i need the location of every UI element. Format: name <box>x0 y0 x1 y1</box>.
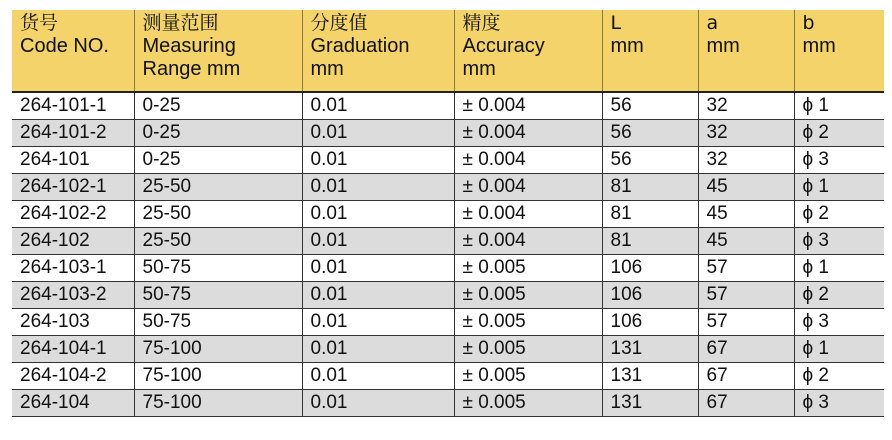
a-cell: 45 <box>698 201 794 228</box>
graduation-cell: 0.01 <box>302 390 454 417</box>
table-row <box>12 201 884 228</box>
header-label: mm <box>706 35 740 57</box>
b-cell: ϕ 3 <box>794 228 884 255</box>
a-cell: 32 <box>698 92 794 120</box>
graduation-cell: 0.01 <box>302 174 454 201</box>
range-cell: 25-50 <box>134 174 302 201</box>
a-cell: 57 <box>698 309 794 336</box>
l-cell: 131 <box>602 363 698 390</box>
header-label: Graduation <box>310 35 410 57</box>
header-label: 精度 <box>462 12 501 34</box>
b-cell: ϕ 3 <box>794 390 884 417</box>
l-cell: 56 <box>602 120 698 147</box>
range-cell: 25-50 <box>134 201 302 228</box>
graduation-header <box>302 10 454 92</box>
range-cell: 75-100 <box>134 336 302 363</box>
graduation-cell: 0.01 <box>302 147 454 174</box>
l-cell: 56 <box>602 92 698 120</box>
range-cell: 0-25 <box>134 147 302 174</box>
accuracy-cell: ± 0.004 <box>454 120 602 147</box>
code-cell: 264-104 <box>12 390 134 417</box>
header-label: Accuracy <box>462 35 545 57</box>
a-cell: 67 <box>698 336 794 363</box>
b-cell: ϕ 3 <box>794 147 884 174</box>
header-label: mm <box>802 35 836 57</box>
accuracy-cell: ± 0.005 <box>454 390 602 417</box>
l-cell: 131 <box>602 390 698 417</box>
graduation-cell: 0.01 <box>302 201 454 228</box>
header-label: b <box>802 12 815 34</box>
header-label: mm <box>462 58 496 80</box>
header-label: Measuring <box>142 35 236 57</box>
accuracy-cell: ± 0.004 <box>454 174 602 201</box>
graduation-cell: 0.01 <box>302 282 454 309</box>
code-no-header <box>12 10 134 92</box>
table-row <box>12 120 884 147</box>
range-cell: 50-75 <box>134 282 302 309</box>
l-cell: 106 <box>602 282 698 309</box>
measuring-range-header <box>134 10 302 92</box>
a-cell: 32 <box>698 120 794 147</box>
range-cell: 0-25 <box>134 120 302 147</box>
code-cell: 264-104-1 <box>12 336 134 363</box>
table-row <box>12 147 884 174</box>
code-cell: 264-101-2 <box>12 120 134 147</box>
accuracy-cell: ± 0.004 <box>454 228 602 255</box>
header-label: a <box>706 12 719 34</box>
b-cell: ϕ 3 <box>794 309 884 336</box>
accuracy-cell: ± 0.004 <box>454 147 602 174</box>
range-cell: 25-50 <box>134 228 302 255</box>
b-header <box>794 10 884 92</box>
b-cell: ϕ 2 <box>794 363 884 390</box>
range-cell: 75-100 <box>134 363 302 390</box>
accuracy-cell: ± 0.005 <box>454 309 602 336</box>
range-cell: 50-75 <box>134 309 302 336</box>
graduation-cell: 0.01 <box>302 255 454 282</box>
code-cell: 264-104-2 <box>12 363 134 390</box>
table-row <box>12 255 884 282</box>
table-header-row <box>12 10 884 92</box>
a-cell: 32 <box>698 147 794 174</box>
l-header <box>602 10 698 92</box>
a-cell: 67 <box>698 363 794 390</box>
table-row <box>12 336 884 363</box>
a-cell: 57 <box>698 255 794 282</box>
accuracy-cell: ± 0.004 <box>454 92 602 120</box>
table-row <box>12 282 884 309</box>
table-row <box>12 390 884 417</box>
header-label: mm <box>610 35 644 57</box>
graduation-cell: 0.01 <box>302 228 454 255</box>
graduation-cell: 0.01 <box>302 309 454 336</box>
a-cell: 45 <box>698 174 794 201</box>
table-body <box>12 92 884 417</box>
a-cell: 45 <box>698 228 794 255</box>
code-cell: 264-102-2 <box>12 201 134 228</box>
l-cell: 106 <box>602 309 698 336</box>
header-label: 测量范围 <box>142 12 219 34</box>
header-label: 分度值 <box>310 12 368 34</box>
b-cell: ϕ 2 <box>794 201 884 228</box>
a-header <box>698 10 794 92</box>
l-cell: 81 <box>602 174 698 201</box>
accuracy-cell: ± 0.004 <box>454 201 602 228</box>
accuracy-cell: ± 0.005 <box>454 282 602 309</box>
a-cell: 67 <box>698 390 794 417</box>
l-cell: 131 <box>602 336 698 363</box>
b-cell: ϕ 1 <box>794 336 884 363</box>
table-row <box>12 92 884 120</box>
code-cell: 264-102 <box>12 228 134 255</box>
graduation-cell: 0.01 <box>302 120 454 147</box>
graduation-cell: 0.01 <box>302 336 454 363</box>
b-cell: ϕ 1 <box>794 174 884 201</box>
header-label: 货号 <box>20 12 59 34</box>
code-cell: 264-103-1 <box>12 255 134 282</box>
code-cell: 264-103 <box>12 309 134 336</box>
l-cell: 81 <box>602 228 698 255</box>
graduation-cell: 0.01 <box>302 363 454 390</box>
range-cell: 0-25 <box>134 92 302 120</box>
b-cell: ϕ 1 <box>794 255 884 282</box>
table-row <box>12 228 884 255</box>
code-cell: 264-103-2 <box>12 282 134 309</box>
header-label: Range mm <box>142 58 241 80</box>
graduation-cell: 0.01 <box>302 92 454 120</box>
header-label: mm <box>310 58 344 80</box>
range-cell: 75-100 <box>134 390 302 417</box>
table-row <box>12 309 884 336</box>
table-row <box>12 363 884 390</box>
accuracy-cell: ± 0.005 <box>454 363 602 390</box>
l-cell: 106 <box>602 255 698 282</box>
header-label: Code NO. <box>20 35 109 57</box>
code-cell: 264-101-1 <box>12 92 134 120</box>
code-cell: 264-102-1 <box>12 174 134 201</box>
header-label: L <box>610 12 622 34</box>
accuracy-cell: ± 0.005 <box>454 336 602 363</box>
l-cell: 56 <box>602 147 698 174</box>
a-cell: 57 <box>698 282 794 309</box>
accuracy-cell: ± 0.005 <box>454 255 602 282</box>
table-row <box>12 174 884 201</box>
l-cell: 81 <box>602 201 698 228</box>
b-cell: ϕ 2 <box>794 282 884 309</box>
range-cell: 50-75 <box>134 255 302 282</box>
accuracy-header <box>454 10 602 92</box>
code-cell: 264-101 <box>12 147 134 174</box>
b-cell: ϕ 1 <box>794 92 884 120</box>
b-cell: ϕ 2 <box>794 120 884 147</box>
spec-table <box>12 10 884 417</box>
